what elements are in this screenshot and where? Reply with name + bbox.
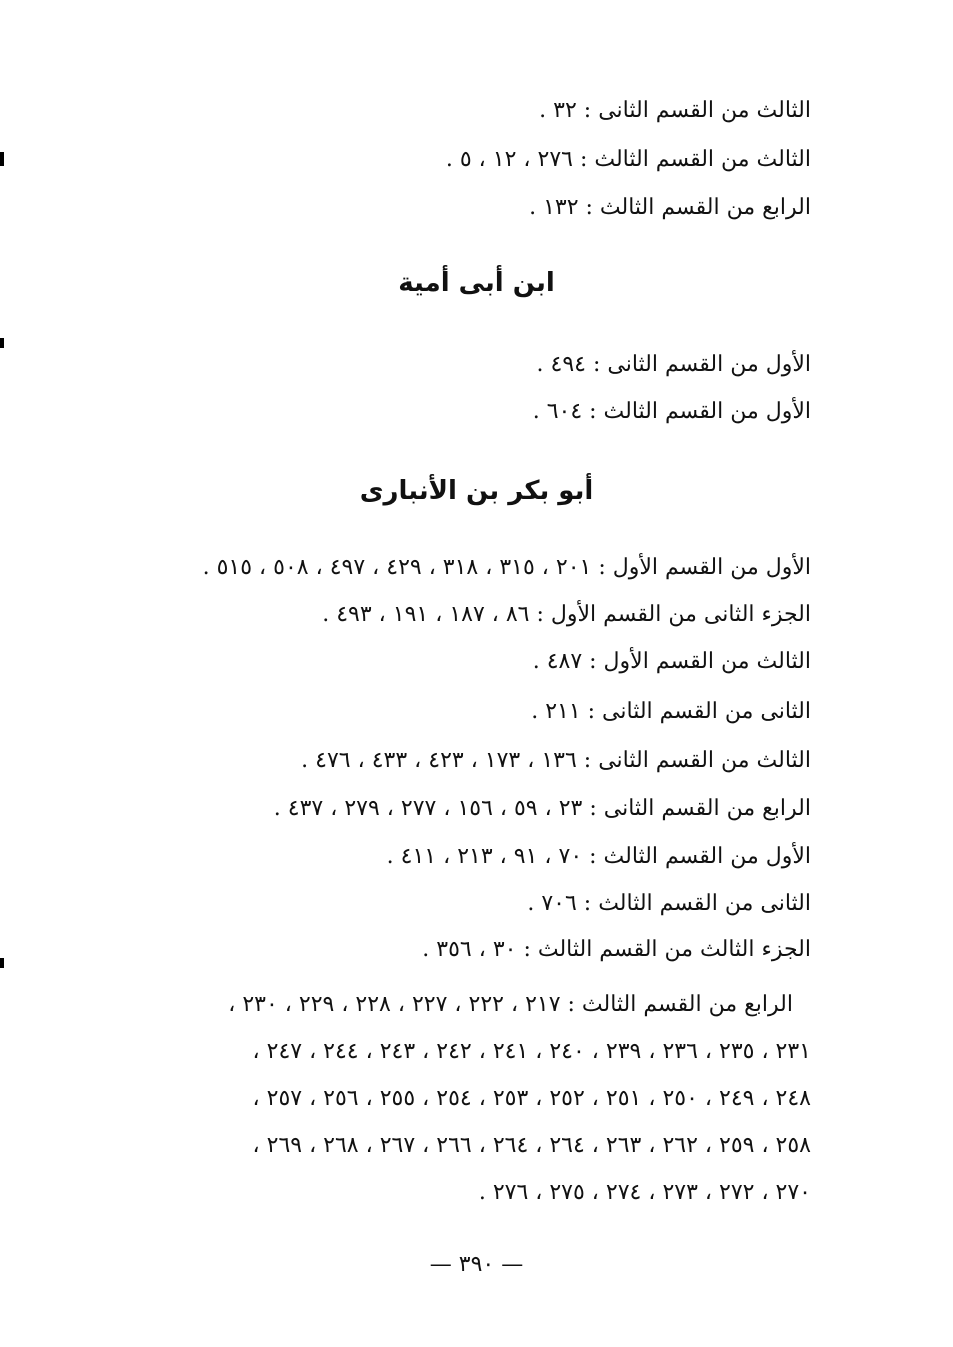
paragraph-line: ٢٤٨ ، ٢٤٩ ، ٢٥٠ ، ٢٥١ ، ٢٥٢ ، ٢٥٣ ، ٢٥٤ ، ٢٥٥ ، ٢٥٦ ، ٢٥٧ ، xyxy=(252,1086,811,1111)
index-line: الثالث من القسم الأول : ٤٨٧ . xyxy=(532,649,811,674)
index-line: الرابع من القسم الثالث : ١٣٢ . xyxy=(529,195,811,220)
section-heading: أبو بكر بن الأنبارى xyxy=(359,476,594,506)
index-line: الأول من القسم الثانى : ٤٩٤ . xyxy=(536,352,811,377)
section-heading: ابن أبى أمية xyxy=(398,268,555,298)
paragraph-line: ٢٣١ ، ٢٣٥ ، ٢٣٦ ، ٢٣٩ ، ٢٤٠ ، ٢٤١ ، ٢٤٢ ، ٢٤٣ ، ٢٤٤ ، ٢٤٧ ، xyxy=(252,1039,811,1064)
index-line: الثانى من القسم الثانى : ٢١١ . xyxy=(531,699,811,724)
page-number: — ٣٩٠ — xyxy=(429,1252,524,1277)
index-line: الثانى من القسم الثالث : ٧٠٦ . xyxy=(527,891,811,916)
index-line: الثالث من القسم الثانى : ١٣٦ ، ١٧٣ ، ٤٢٣ ، ٤٣٣ ، ٤٧٦ . xyxy=(301,748,811,773)
paragraph-line: ٢٧٠ ، ٢٧٢ ، ٢٧٣ ، ٢٧٤ ، ٢٧٥ ، ٢٧٦ . xyxy=(478,1180,811,1205)
index-line: الرابع من القسم الثانى : ٢٣ ، ٥٩ ، ١٥٦ ، ٢٧٧ ، ٢٧٩ ، ٤٣٧ . xyxy=(273,796,811,821)
index-line: الثالث من القسم الثالث : ٢٧٦ ، ١٢ ، ٥ . xyxy=(445,147,811,172)
paragraph-line: ٢٥٨ ، ٢٥٩ ، ٢٦٢ ، ٢٦٣ ، ٢٦٤ ، ٢٦٤ ، ٢٦٦ ، ٢٦٧ ، ٢٦٨ ، ٢٦٩ ، xyxy=(252,1133,811,1158)
index-line: الأول من القسم الثالث : ٧٠ ، ٩١ ، ٢١٣ ، ٤١١ . xyxy=(386,844,811,869)
scan-edge-mark xyxy=(0,958,4,968)
scan-edge-mark xyxy=(0,152,4,166)
index-line: الأول من القسم الثالث : ٦٠٤ . xyxy=(532,399,811,424)
index-line: الجزء الثانى من القسم الأول : ٨٦ ، ١٨٧ ، ١٩١ ، ٤٩٣ . xyxy=(322,602,811,627)
index-line: الثالث من القسم الثانى : ٣٢ . xyxy=(539,98,811,123)
index-line: الأول من القسم الأول : ٢٠١ ، ٣١٥ ، ٣١٨ ، ٤٢٩ ، ٤٩٧ ، ٥٠٨ ، ٥١٥ . xyxy=(202,555,811,580)
scan-edge-mark xyxy=(0,338,4,348)
index-line: الجزء الثالث من القسم الثالث : ٣٠ ، ٣٥٦ . xyxy=(422,937,811,962)
paragraph-line: الرابع من القسم الثالث : ٢١٧ ، ٢٢٢ ، ٢٢٧ ، ٢٢٨ ، ٢٢٩ ، ٢٣٠ ، xyxy=(228,992,793,1017)
